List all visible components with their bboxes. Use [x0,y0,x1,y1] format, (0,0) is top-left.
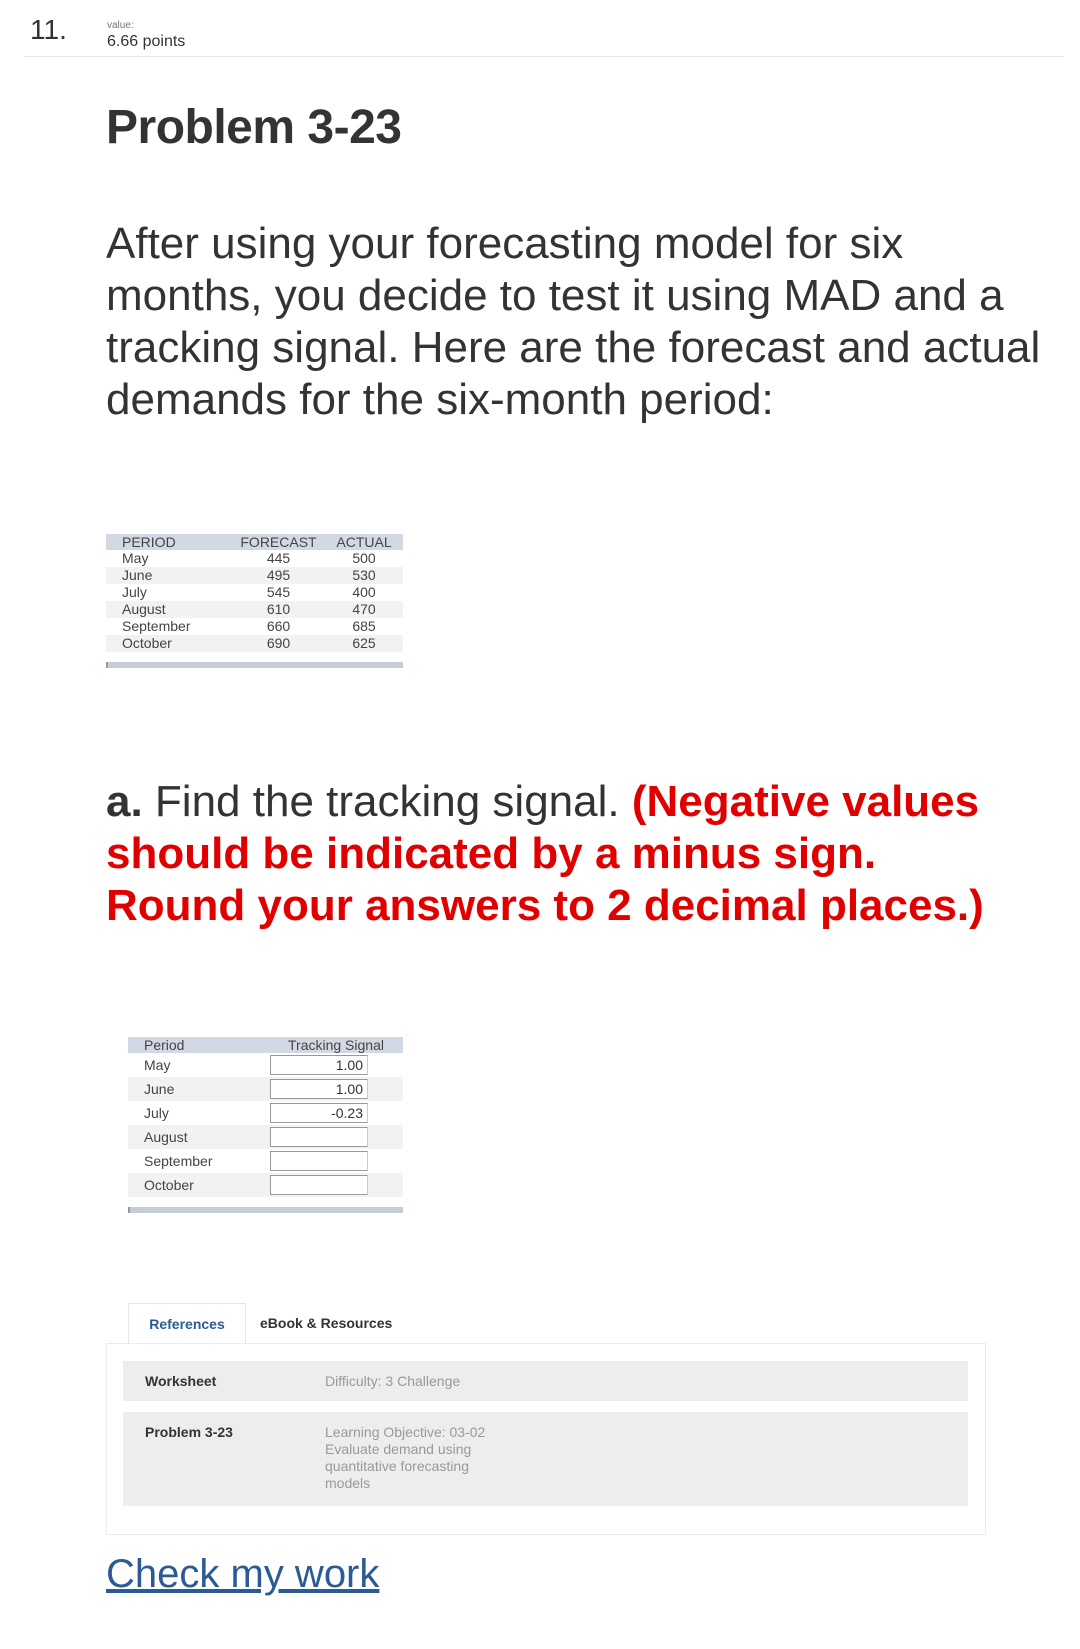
period-cell: October [122,635,172,651]
answer-row [128,1053,403,1077]
table-row [106,635,403,652]
table-row [106,550,403,567]
actual-cell: 530 [352,567,376,583]
table-row [106,601,403,618]
tracking-signal-input-may[interactable] [270,1055,368,1075]
forecast-data-table [106,534,403,668]
answer-row [128,1125,403,1149]
period-cell: June [144,1081,175,1097]
period-cell: September [144,1153,213,1169]
forecast-cell: 660 [266,618,291,634]
table-row [106,567,403,584]
question-number: 11. [30,14,67,45]
answer-row [128,1173,403,1197]
period-cell: June [122,567,153,583]
period-cell: May [122,550,149,566]
forecast-cell: 545 [266,584,291,600]
tab-ebook-resources[interactable]: eBook & Resources [260,1315,393,1331]
forecast-cell: 690 [266,635,291,651]
points-value: 6.66 points [107,33,186,50]
header-divider [24,56,1064,57]
period-cell: October [144,1177,194,1193]
period-cell: September [122,618,191,634]
reference-item [123,1412,968,1506]
reference-learning-objective: Learning Objective: 03-02 Evaluate demand using quantitative forecasting models [325,1424,486,1491]
reference-difficulty: Difficulty: 3 Challenge [325,1373,461,1389]
answer-row [128,1101,403,1125]
table-row [106,584,403,601]
actual-cell: 500 [352,550,376,566]
tracking-signal-input-june[interactable] [270,1079,368,1099]
table-row [106,618,403,635]
period-cell: May [144,1057,171,1073]
table-footer-bar [106,662,403,668]
forecast-cell: 445 [266,550,291,566]
check-my-work-link[interactable]: Check my work [106,1552,380,1596]
problem-title: Problem 3-23 [106,101,402,154]
header-tracking-signal: Tracking Signal [288,1037,384,1053]
forecast-cell: 495 [266,567,291,583]
part-a-prompt [106,776,1006,932]
actual-cell: 625 [352,635,376,651]
reference-item [123,1361,968,1401]
reference-worksheet[interactable]: Worksheet [145,1373,217,1389]
value-label: value: [107,20,134,31]
tab-references[interactable]: References [128,1303,246,1344]
part-a-letter: a. [106,777,143,826]
problem-intro: After using your forecasting model for six months, you decide to test it using MAD and a tracking signal. Here are the forecast and actual demands for the six-month period: [106,219,1041,424]
part-a-instruction: (Negative values should be indicated by a minus sign. Round your answers to 2 decimal places.) [106,777,984,930]
forecast-cell: 610 [266,601,291,617]
reference-tabs [106,1303,986,1343]
period-cell: July [144,1105,169,1121]
tracking-signal-input-july[interactable] [270,1103,368,1123]
actual-cell: 470 [352,601,376,617]
period-cell: August [122,601,166,617]
actual-cell: 685 [352,618,376,634]
header-forecast: FORECAST [240,534,317,550]
tracking-signal-table [128,1037,403,1213]
tracking-signal-input-september[interactable] [270,1151,368,1171]
part-a-question: Find the tracking signal. [142,777,632,826]
tracking-signal-input-august[interactable] [270,1127,368,1147]
answer-table-header [128,1037,403,1053]
reference-problem[interactable]: Problem 3-23 [145,1424,233,1440]
actual-cell: 400 [352,584,376,600]
header-period: PERIOD [122,534,176,550]
table-header [106,534,403,550]
header-actual: ACTUAL [336,534,392,550]
answer-row [128,1077,403,1101]
header-period: Period [144,1037,185,1053]
table-footer-bar [128,1207,403,1213]
answer-row [128,1149,403,1173]
tracking-signal-input-october[interactable] [270,1175,368,1195]
period-cell: August [144,1129,188,1145]
period-cell: July [122,584,147,600]
